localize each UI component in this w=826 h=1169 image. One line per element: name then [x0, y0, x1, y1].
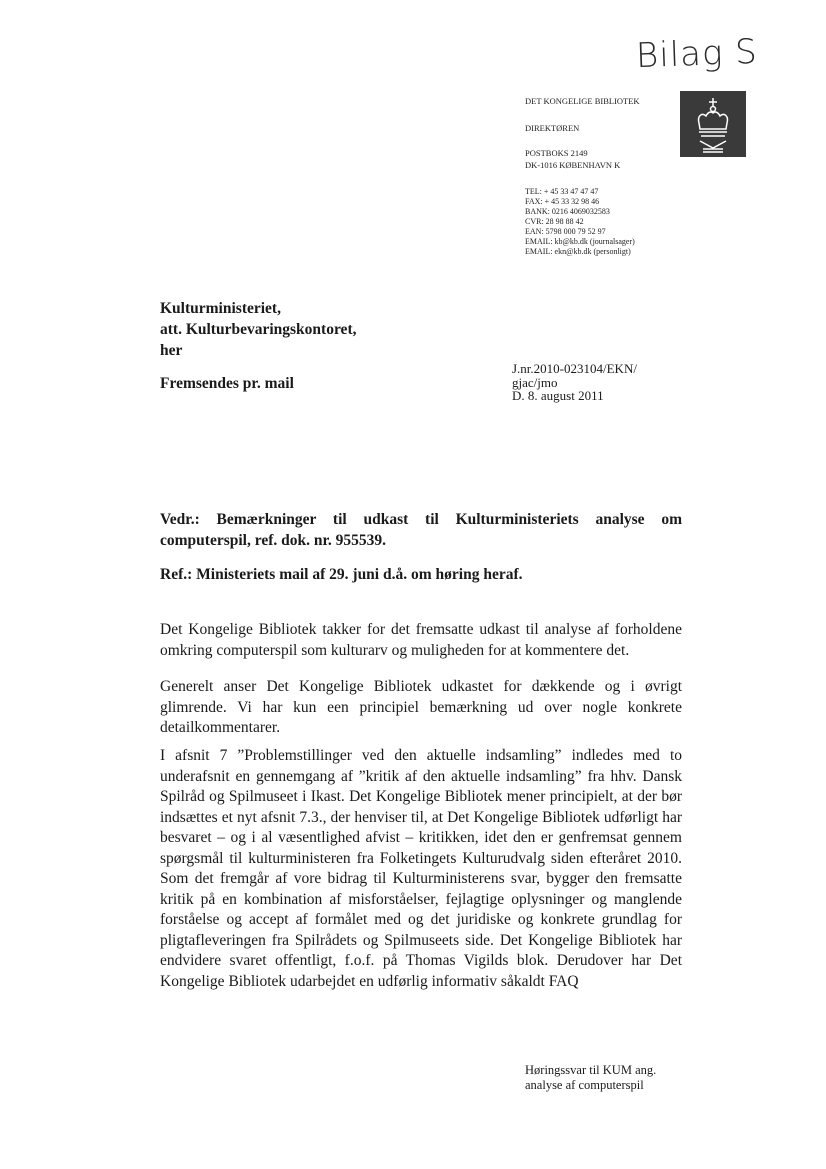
recipient-address	[160, 298, 356, 361]
letterhead-org: DET KONGELIGE BIBLIOTEK	[525, 96, 640, 106]
subject-heading	[160, 509, 682, 551]
paragraph-2: Generelt anser Det Kongelige Bibliotek udkastet for dækkende og i øvrigt glimrende. Vi har kun een principiel bemærkning ud over nogle konkrete detailkommentarer.	[160, 678, 682, 736]
footer-line-2: analyse af computerspil	[525, 1078, 644, 1092]
contact-tel: TEL: + 45 33 47 47 47	[525, 187, 599, 196]
subject-line-1: Vedr.: Bemærkninger til udkast til Kulturministeriets analyse om	[160, 511, 682, 528]
reference-line: Ref.: Ministeriets mail af 29. juni d.å. om høring heraf.	[160, 566, 523, 583]
contact-fax: FAX: + 45 33 32 98 46	[525, 197, 600, 206]
contact-ean: EAN: 5798 000 79 52 97	[525, 227, 606, 236]
footer-note	[525, 1063, 656, 1093]
paragraph-1: Det Kongelige Bibliotek takker for det fremsatte udkast til analyse af forholdene omkring computerspil som kulturarv og muligheden for at kommentere det.	[160, 621, 682, 659]
initials: gjac/jmo	[512, 374, 558, 390]
recipient-line-1: Kulturministeriet,	[160, 300, 281, 317]
contact-bank: BANK: 0216 4069032583	[525, 207, 610, 216]
crown-logo-icon	[680, 91, 746, 157]
journal-number: J.nr.2010-023104/EKN/	[512, 361, 637, 376]
paragraph-3: I afsnit 7 ”Problemstillinger ved den aktuelle indsamling” indledes med to underafsnit en gennemgang af ”kritik af den aktuelle indsamling” fra hhv. Dansk Spilråd og Spilmuseet i Ikast. Det Kongelige Bibliotek mener principielt, at der bør indsættes et nyt afsnit 7.3., der henviser til, at Det Kongelige Bibliotek udførligt har besvaret – og i al væsentlighed afvist – kritikken, idet den er genfremsat gennem spørgsmål til kulturministeren fra Folketingets Kulturudvalg siden efteråret 2010. Som det fremgår af vore bidrag til Kulturministerens svar, bygger den fremsatte kritik på en kombination af misforståelser, fejlagtige oplysninger og manglende forståelse og accept af formålet med og det juridiske og konkrete grundlag for pligtafleveringen fra Spilrådets og Spilmuseets side. Det Kongelige Bibliotek har endvidere svaret offentligt, f.o.f. på Thomas Vigilds blok. Derudover har Det Kongelige Bibliotek udarbejdet en udførlig informativ såkaldt FAQ	[160, 747, 682, 990]
reference-block	[512, 362, 637, 403]
recipient-line-3: her	[160, 342, 183, 359]
letterhead-contacts	[525, 187, 635, 257]
letter-date: D. 8. august 2011	[512, 388, 604, 403]
contact-email-journal: EMAIL: kb@kb.dk (journalsager)	[525, 237, 635, 246]
contact-cvr: CVR: 28 98 88 42	[525, 217, 584, 226]
letterhead-address-1: POSTBOKS 2149	[525, 148, 588, 158]
recipient-line-2: att. Kulturbevaringskontoret,	[160, 321, 357, 338]
contact-email-personal: EMAIL: ekn@kb.dk (personligt)	[525, 247, 631, 256]
handwritten-annotation: Bilag S	[635, 31, 759, 77]
delivery-note: Fremsendes pr. mail	[160, 375, 294, 392]
letterhead-address-2: DK-1016 KØBENHAVN K	[525, 160, 621, 170]
subject-line-2: computerspil, ref. dok. nr. 955539.	[160, 532, 387, 549]
footer-line-1: Høringssvar til KUM ang.	[525, 1063, 657, 1077]
letterhead-title: DIREKTØREN	[525, 123, 580, 133]
